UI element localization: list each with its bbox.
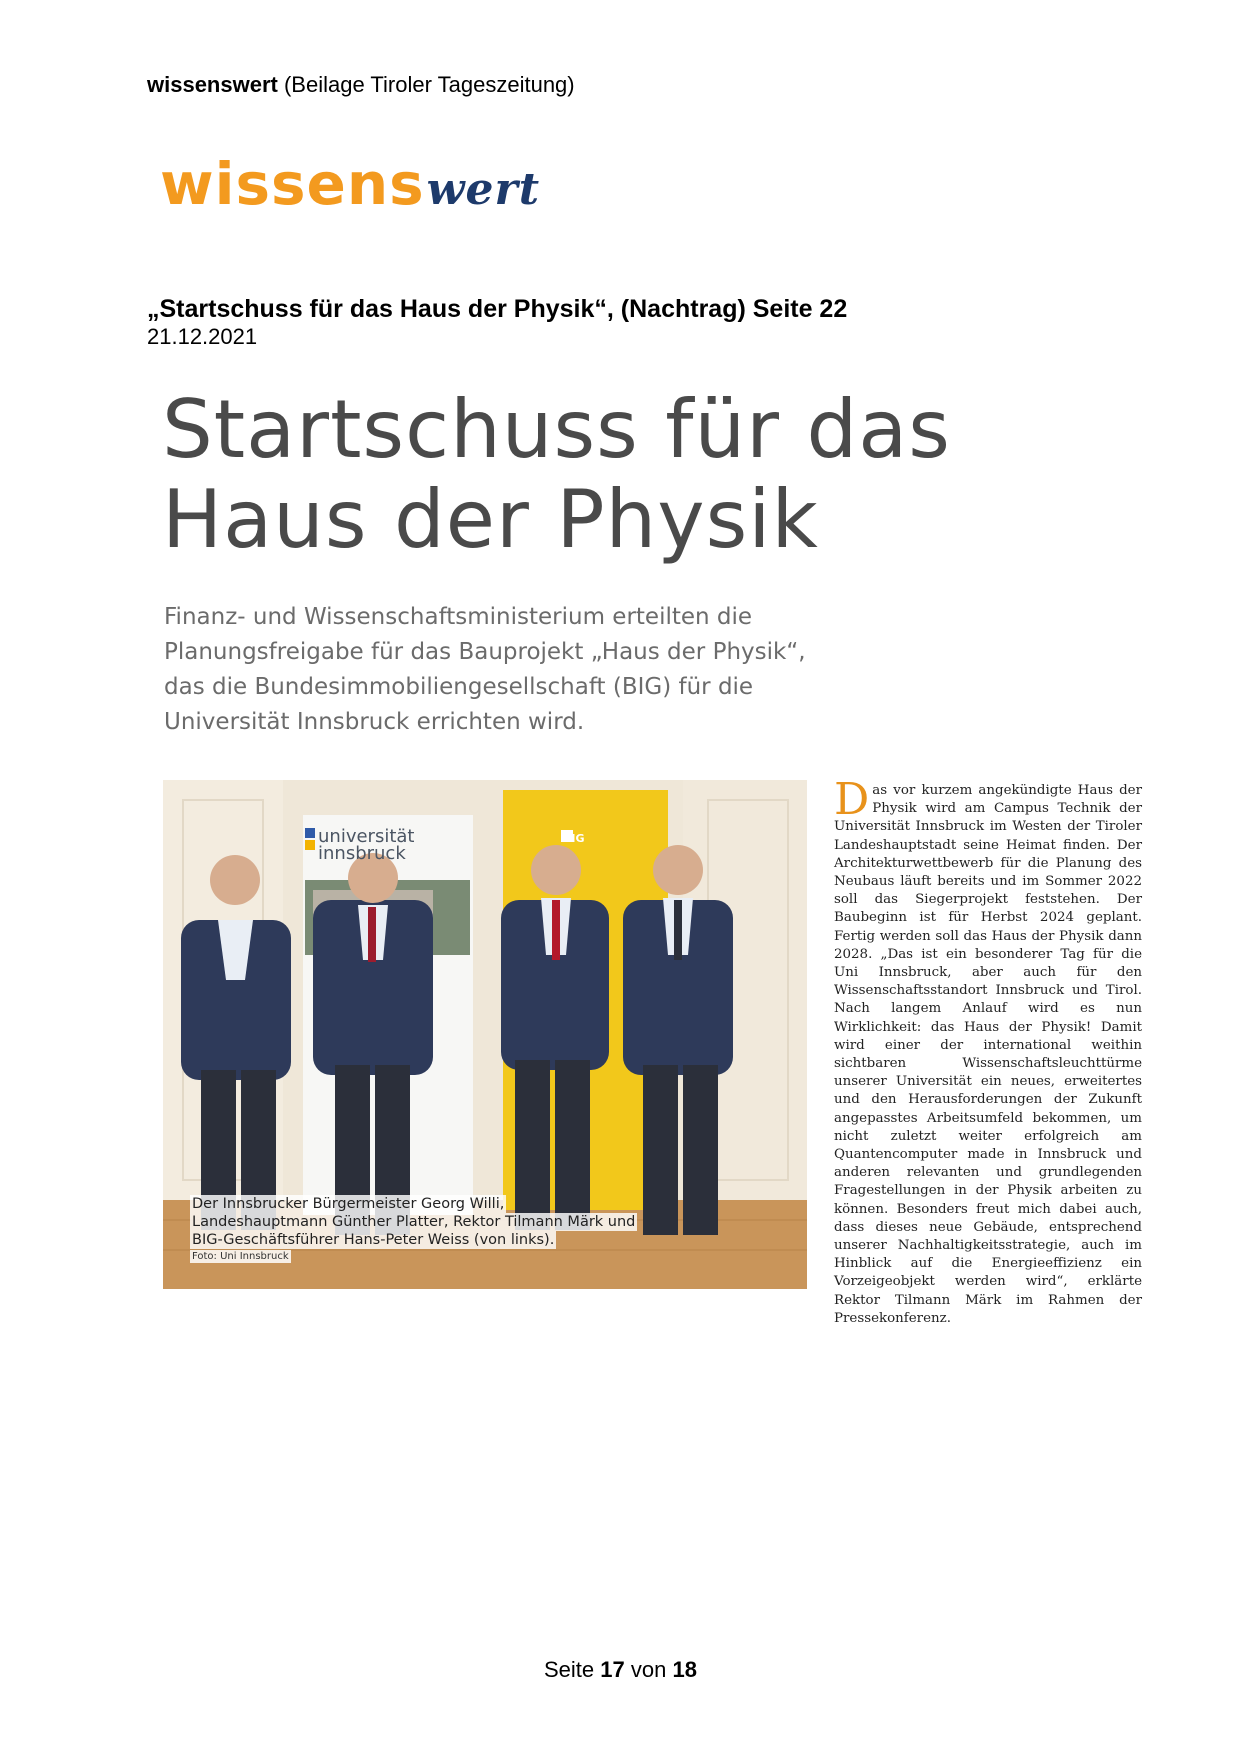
headline-line: Haus der Physik — [162, 473, 819, 566]
publication-name: wissenswert — [147, 72, 278, 97]
clipping-title: „Startschuss für das Haus der Physik“, (Nachtrag) Seite 22 — [147, 295, 848, 323]
article-photo — [163, 780, 807, 1289]
headline-line: Startschuss für das — [162, 383, 951, 476]
photo-caption-line: BIG-Geschäftsführer Hans-Peter Weiss (von links). — [192, 1232, 555, 1248]
lead-line: Planungsfreigabe für das Bauprojekt „Haus der Physik“, — [164, 639, 806, 665]
lead-line: das die Bundesimmobiliengesellschaft (BIG) für die — [164, 674, 754, 700]
total-pages: 18 — [672, 1657, 697, 1682]
footer-prefix: Seite — [544, 1657, 595, 1682]
logo-part-wert: wert — [426, 164, 541, 215]
article-headline — [162, 385, 1062, 565]
article-body-text: as vor kurzem angekündigte Haus der Physik wird am Campus Technik der Universität Innsbruck im Westen der Tiroler Landeshauptstadt seine Heimat finden. Der Architekturwettbewerb für die Planung des Neubaus läuft bereits und im Sommer 2022 soll das Siegerprojekt feststehen. Der Baubeginn ist für Herbst 2024 geplant. Fertig werden soll das Haus der Physik dann 2028. „Das ist ein besonderer Tag für die Uni Innsbruck, aber auch für den Wissenschaftsstandort Innsbruck und Tirol. Nach langem Anlauf wird es nun Wirklichkeit: das Haus der Physik! Damit wird einer der international weithin sichtbaren Wissenschaftsleuchttürme unserer Universität ein neues, erweitertes und den Herausforderungen der Zukunft angepasstes Arbeitsumfeld bekommen, um nicht zuletzt weiter erfolgreich am Quantencomputer made in Innsbruck und anderen relevanten und grundlegenden Fragestellungen in der Physik arbeiten zu können. Besonders freut mich dabei auch, dass dieses neue Gebäude, entsprechend unserer Nachhaltigkeitsstrategie, auch im Hinblick auf die Energieeffizienz ein Vorzeigeobjekt werden wird“, erklärte Rektor Tilmann Märk im Rahmen der Pressekonferenz. — [834, 783, 1142, 1326]
drop-cap: D — [834, 774, 870, 825]
wissenswert-logo — [160, 150, 540, 218]
photo-credit: Foto: Uni Innsbruck — [192, 1251, 289, 1262]
article-body — [834, 774, 1142, 1328]
page-footer — [0, 1657, 1241, 1683]
article-lead — [164, 600, 844, 740]
document-header — [147, 72, 575, 98]
banner-big-logo: BIG — [563, 832, 585, 845]
footer-middle: von — [630, 1657, 667, 1682]
photo-caption-line: Der Innsbrucker Bürgermeister Georg Willi, — [192, 1196, 505, 1212]
clipping-date: 21.12.2021 — [147, 324, 258, 349]
supplement-note: (Beilage Tiroler Tageszeitung) — [283, 72, 575, 97]
logo-part-wissens: wissens — [160, 150, 425, 218]
current-page-number: 17 — [600, 1657, 625, 1682]
lead-line: Universität Innsbruck errichten wird. — [164, 709, 585, 735]
lead-line: Finanz- und Wissenschaftsministerium erteilten die — [164, 604, 753, 630]
photo-caption-line: Landeshauptmann Günther Platter, Rektor Tilmann Märk und — [192, 1214, 636, 1230]
banner-university-name: universität innsbruck — [318, 826, 415, 864]
